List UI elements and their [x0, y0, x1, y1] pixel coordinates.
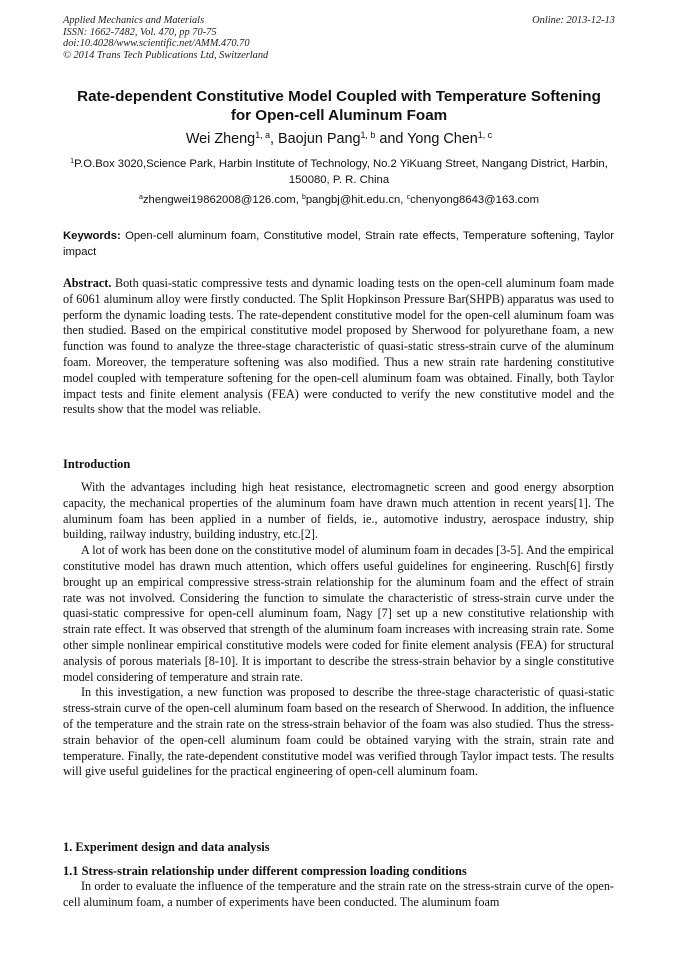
intro-paragraph-1: With the advantages including high heat resistance, electromagnetic screen and good energy absorption capacity, the mechanical properties of the aluminum foam have drawn much attention in recent years[1]. The aluminum foam has been applied in a number of fields, ie., automotive industry, aerospace industry, ship building, railway industry, building industry, etc.[2].	[63, 480, 614, 542]
introduction-body	[63, 480, 614, 780]
title-line-2: for Open-cell Aluminum Foam	[230, 106, 448, 124]
abstract-text: Both quasi-static compressive tests and dynamic loading tests on the open-cell aluminum foam made of 6061 aluminum alloy were firstly conducted. The Split Hopkinson Pressure Bar(SHPB) apparatus was used to perform the dynamic loading tests. The rate-dependent constitutive model for the open-cell aluminum foam was then studied. Based on the empirical constitutive model proposed by Sherwood for polyurethane foam, a new function was found to analyze the three-stage characteristic of quasi-static stress-strain curve of the aluminum foam. Moreover, the temperature softening was also modified. Thus a new strain rate hardening constitutive model coupled with temperature softening for the open-cell aluminum foam was obtained. Finally, both Taylor impact tests and finite element analysis (FEA) were conducted to verify the new constitutive model and the results show that the model was reliable.	[63, 276, 614, 417]
section-1-1-paragraph: In order to evaluate the influence of the temperature and the strain rate on the stress-strain curve of the open-cell aluminum foam, a number of experiments have been conducted. The aluminum foam	[63, 879, 614, 909]
issn-line: ISSN: 1662-7482, Vol. 470, pp 70-75	[63, 26, 217, 38]
section-1-heading: 1. Experiment design and data analysis	[63, 840, 270, 854]
abstract-label: Abstract.	[63, 276, 112, 290]
section-1-1-body	[63, 879, 614, 911]
author-3-sup: 1, c	[477, 130, 493, 141]
keywords-text: Open-cell aluminum foam, Constitutive model, Strain rate effects, Temperature softening, Taylor impact	[63, 230, 614, 258]
introduction-heading: Introduction	[63, 457, 131, 471]
author-3-name: Yong Chen	[407, 131, 478, 147]
affiliation	[70, 156, 608, 188]
email-separator-1: ,	[295, 194, 302, 206]
doi-line: doi:10.4028/www.scientific.net/AMM.470.70	[63, 38, 250, 50]
author-2-sup: 1, b	[360, 130, 376, 141]
abstract	[63, 276, 614, 418]
email-separator-2: ,	[400, 194, 407, 206]
paper-title	[50, 88, 628, 125]
title-line-1: Rate-dependent Constitutive Model Coupled with Temperature Softening	[77, 88, 601, 105]
author-separator-1: ,	[270, 131, 279, 147]
journal-header	[63, 15, 615, 61]
email-b[interactable]: pangbj@hit.edu.cn	[305, 194, 401, 206]
keywords	[63, 229, 614, 260]
author-2-name: Baojun Pang	[278, 131, 361, 147]
email-c-sup: c	[406, 194, 411, 202]
author-1-sup: 1, a	[255, 130, 271, 141]
email-b-sup: b	[301, 194, 306, 202]
author-separator-2: and	[375, 131, 408, 147]
author-list	[40, 130, 638, 148]
email-a[interactable]: zhengwei19862008@126.com	[142, 194, 296, 206]
email-a-sup: a	[139, 194, 143, 202]
online-date: Online: 2013-12-13	[532, 15, 615, 26]
section-1-1-heading: 1.1 Stress-strain relationship under different compression loading conditions	[63, 864, 467, 878]
email-list	[40, 193, 638, 208]
journal-name: Applied Mechanics and Materials	[63, 15, 205, 26]
email-c[interactable]: chenyong8643@163.com	[410, 194, 539, 206]
intro-paragraph-2: A lot of work has been done on the constitutive model of aluminum foam in decades [3-5]. And the empirical constitutive model has drawn much attention, which offers useful guidelines for engineering. Rusch[6] firstly brought up an empirical compressive stress-strain relationship for the aluminum foam and the effect of strain rate was not involved. Considering the function to simulate the characteristic of stress-strain curve under the quasi-static compressive for open-cell aluminum foam, Nagy [7] set up a new constitutive relationship with strain rate effect. It was observed that strength of the aluminum foam increases with increasing strain rate. Some other simple nonlinear empirical constitutive models were coded for finite element analysis (FEA) for structural analysis of porous materials [8-10]. It is important to describe the stress-strain behavior by a single constitutive model considering of temperature and strain rate.	[63, 543, 614, 684]
affiliation-text: P.O.Box 3020,Science Park, Harbin Institute of Technology, No.2 YiKuang Street, Nangang District, Harbin, 150080, P. R. China	[74, 158, 608, 186]
author-1-name: Wei Zheng	[185, 131, 256, 147]
intro-paragraph-3: In this investigation, a new function was proposed to describe the three-stage characteristic of quasi-static stress-strain curve of the open-cell aluminum foam based on the research of Sherwood. In addition, the influence of the temperature and the strain rate on the stress-strain behavior of the foam was also studied. Thus the stress-strain behavior of the open-cell aluminum foam could be obtained varying with the strain, strain rate and temperature. Finally, the rate-dependent constitutive model was verified through Taylor impact tests. The results will give useful guidelines for the practical engineering of open-cell aluminum foam.	[63, 685, 614, 779]
keywords-label: Keywords:	[63, 230, 121, 242]
affiliation-sup: 1	[70, 158, 75, 166]
copyright-line: © 2014 Trans Tech Publications Ltd, Switzerland	[63, 49, 269, 61]
